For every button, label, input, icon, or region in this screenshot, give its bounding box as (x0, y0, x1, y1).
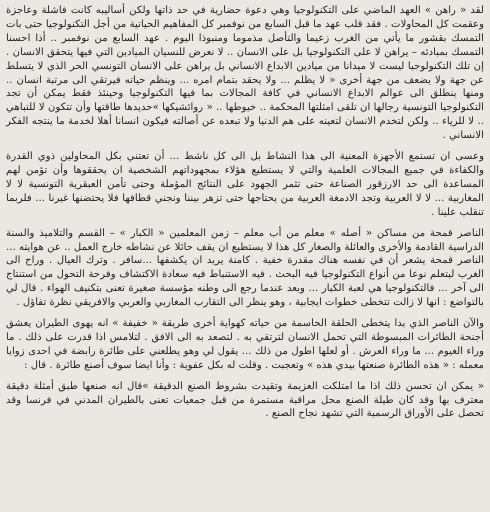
article-paragraph: « يمكن ان تحسن ذلك اذا ما امتلكت العزيمة وتقيدت بشروط الصنع الدقيقة »قال انه صنعها طبق أمثلة دقيقة معترف بها وقد كان طيلة الصنع محل مراقبة مستمرة من قبل جمعيات تعنى بالطيران المدني في فرنسا وقد تحصل على الأوراق الرسمية التي تشهد نجاح الصنع . (6, 380, 484, 420)
article-paragraph: وعسى ان تستمع الأجهزة المعنية الى هذا النشاط بل الى كل ناشط ... أن تعتني بكل المحاولين ذوي القدرة والكفاءة في جميع المجالات العلمية والتي لا يستطيع هؤلاء بمجهوداتهم الشخصية ان يحققوها وأن تؤمن لهم المساعدة الى حد الارزقور الصناعة حتى تثمر الجهود على النتائج المؤملة وحتى تأمن العبقرية التونسية لا لا المغاربية ... لا لا العربية وتجد الادمغة العربية من يحتاجها حتى تزهر بيننا ونجني قطافها فلا يحتضنها غيرنا ... فلربما تنقلب علينا . (6, 151, 484, 218)
article-paragraph: لقد « راهن » العهد الماضي على التكنولوجيا وهي دعوة حضارية في حد ذاتها ولكن أساليبه كانت فاشلة وعاجزة وعقمت كل المحاولات . فقد قلب عهد ما قبل السابع من نوفمبر كل المفاهيم الحياتية من أجل التكنولوجيا حتى بات التمسك بقشور ما يأتي من الغرب زعيما والتأصل مذموما ومنبوذا اليوم . عهد السابع من نوفمبر .. أذا احسنا التمسك بمبادئه – يراهن لا على التكنولوجيا بل على الانسان .. لا نعرض للنسيان الميادين التي فيها يتحقق الانسان . إن تلك التكنولوجيا ليست لا ميدانا من ميادين الابداع الانساني بل يراهن على الانسان التونسي الحر الذي لا يتسلط عن جهة ولا يضعف من جهة أخرى « لا يظلم ... ولا يحقد بتمام امره ... وينظم حياته فيرتقي الى مرتبة انسان .. ومنها ينطلق الى عوالم الابداع الانساني في كافة المجالات بما فيها التكنولوجيا وحينئذ فقط يمكن أن تجد التكنولوجيا التونسية رجالها ان تلقى امثلتها المحكمة .. خيوطها .. « روائشيكها »حديدها طاقتها وأن تتكون لا للتباهي .. لا للرياء .. ولكن لتخدم الانسان لتعينه على هم الدنيا ولا تبعده عن أصالته فيكون انسانا أهلا لخدمة ما ينتجه الفكر الانساني . (6, 5, 484, 142)
article-paragraph: والآن الناصر الذي بدا يتخطى الحلقة الحاسمة من حياته كهواية أخرى طريقة « خفيفة » انه يهوى الطيران يعشق أجنحة الطائرات المبسوطة التي تحمل الانسان لترتقي به . لتصعد به الى الافق . لتلامس اذا قدرت على ذلك . ما وراء الغيوم ... ما وراء العرش . أو لعلها اطول من ذلك ... يقول لي وهو يطلعني على طائرة رابضة في احدى زوايا معمله : « هذه الطائرة صنعتها بيدي هذه » وتعجبت . وقلت له بكل عفوية : وأنا ايضا سوف أصنع طائرة . قال : (6, 318, 484, 371)
article-paragraph: الناصر قمحة من مساكن « أصله » معلم من أب معلم – زمن المعلمين « الكبار » – القسم والتلاميذ والسنة الدراسية القادمة والأخرى والعائلة والصغار كل هذا لا يستطيع ان يقف حائلا عن نشاطه خارج العمل .. عن هوايته ... الناصر قمحة يشعر أن في نفسه هناك مقدرة خفية . كامنة يريد ان يكشفها ...سافر . وترك العيال . وراح الى الغرب ليتعلم نوعا من أنواع التكنولوجيا فيه البحث . فيه الاستنباط فيه سعادة الاكتشاف وفرحة التحول من استنتاج الى آخر ... فالتكنولوجيا هي لعبة الكبار ... وبعد عندما رجع الى وطنه مؤسسة صغيرة تعنى بتكنيف الهواء . قال لي بالتواضع : انها لا زالت تتخطى خطوات ايجابية ، وهو ينظر الى التقارب المغاربي والعربي والافريقي نظرة تفاؤل . (6, 227, 484, 309)
